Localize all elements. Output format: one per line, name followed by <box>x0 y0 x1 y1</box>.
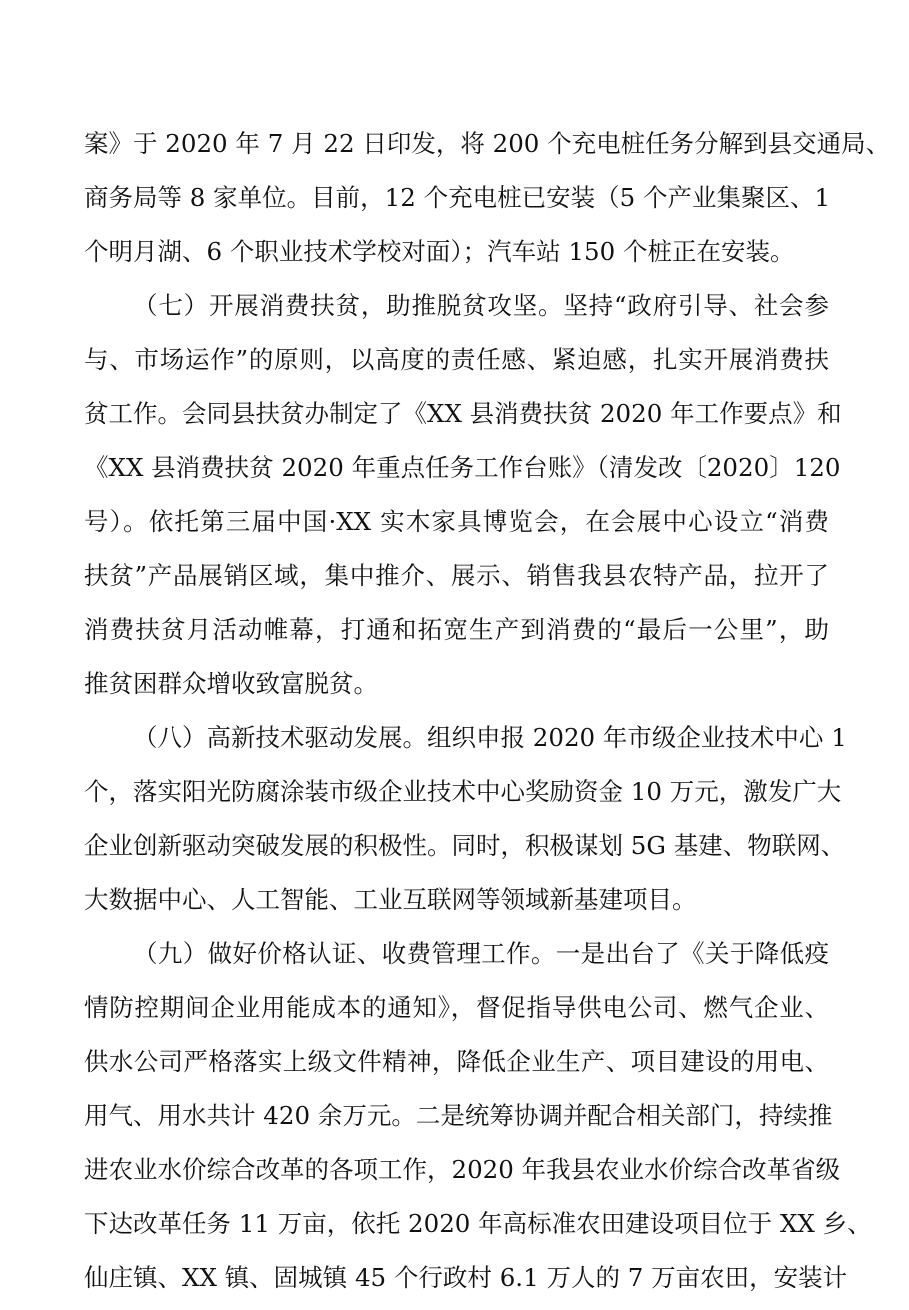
text-line: 商务局等 8 家单位。目前，12 个充电桩已安装（5 个产业集聚区、1 <box>84 183 831 212</box>
text-line: 扶贫”产品展销区域，集中推介、展示、销售我县农特产品，拉开了 <box>84 561 829 590</box>
text-line: 仙庄镇、XX 镇、固城镇 45 个行政村 6.1 万人的 7 万亩农田，安装计 <box>84 1263 848 1292</box>
text-line: 与、市场运作”的原则，以高度的责任感、紧迫感，扎实开展消费扶 <box>84 345 829 374</box>
text-line: 下达改革任务 11 万亩，依托 2020 年高标准农田建设项目位于 XX 乡、 <box>84 1209 872 1238</box>
text-line: 《XX 县消费扶贫 2020 年重点任务工作台账》（清发改〔2020〕120 <box>84 453 841 482</box>
text-line: 大数据中心、人工智能、工业互联网等领域新基建项目。 <box>84 885 697 914</box>
text-line: 贫工作。会同县扶贫办制定了《XX 县消费扶贫 2020 年工作要点》和 <box>84 399 842 428</box>
text-line: 消费扶贫月活动帷幕，打通和拓宽生产到消费的“最后一公里”，助 <box>84 615 829 644</box>
text-line: 供水公司严格落实上级文件精神，降低企业生产、项目建设的用电、 <box>84 1047 829 1076</box>
paragraph-heading-line: （八）高新技术驱动发展。组织申报 2020 年市级企业技术中心 1 <box>133 723 847 752</box>
body-text <box>84 122 891 1310</box>
text-line: 企业创新驱动突破发展的积极性。同时，积极谋划 5G 基建、物联网、 <box>84 831 846 860</box>
paragraph-heading-line: （七）开展消费扶贫，助推脱贫攻坚。坚持“政府引导、社会参 <box>133 291 829 320</box>
text-line: 个明月湖、6 个职业技术学校对面）；汽车站 150 个桩正在安装。 <box>84 237 795 266</box>
text-line: 情防控期间企业用能成本的通知》，督促指导供电公司、燃气企业、 <box>84 993 829 1022</box>
text-line: 用气、用水共计 420 余万元。二是统筹协调并配合相关部门，持续推 <box>84 1101 833 1130</box>
text-line: 个，落实阳光防腐涂装市级企业技术中心奖励资金 10 万元，激发广大 <box>84 777 842 806</box>
paragraph-heading-line: （九）做好价格认证、收费管理工作。一是出台了《关于降低疫 <box>133 939 829 968</box>
text-line: 案》于 2020 年 7 月 22 日印发，将 200 个充电桩任务分解到县交通局、 <box>84 129 891 158</box>
text-line: 号）。依托第三届中国·XX 实木家具博览会，在会展中心设立“消费 <box>84 507 829 536</box>
text-line: 进农业水价综合改革的各项工作，2020 年我县农业水价综合改革省级 <box>84 1155 841 1184</box>
text-line: 推贫困群众增收致富脱贫。 <box>84 669 378 698</box>
